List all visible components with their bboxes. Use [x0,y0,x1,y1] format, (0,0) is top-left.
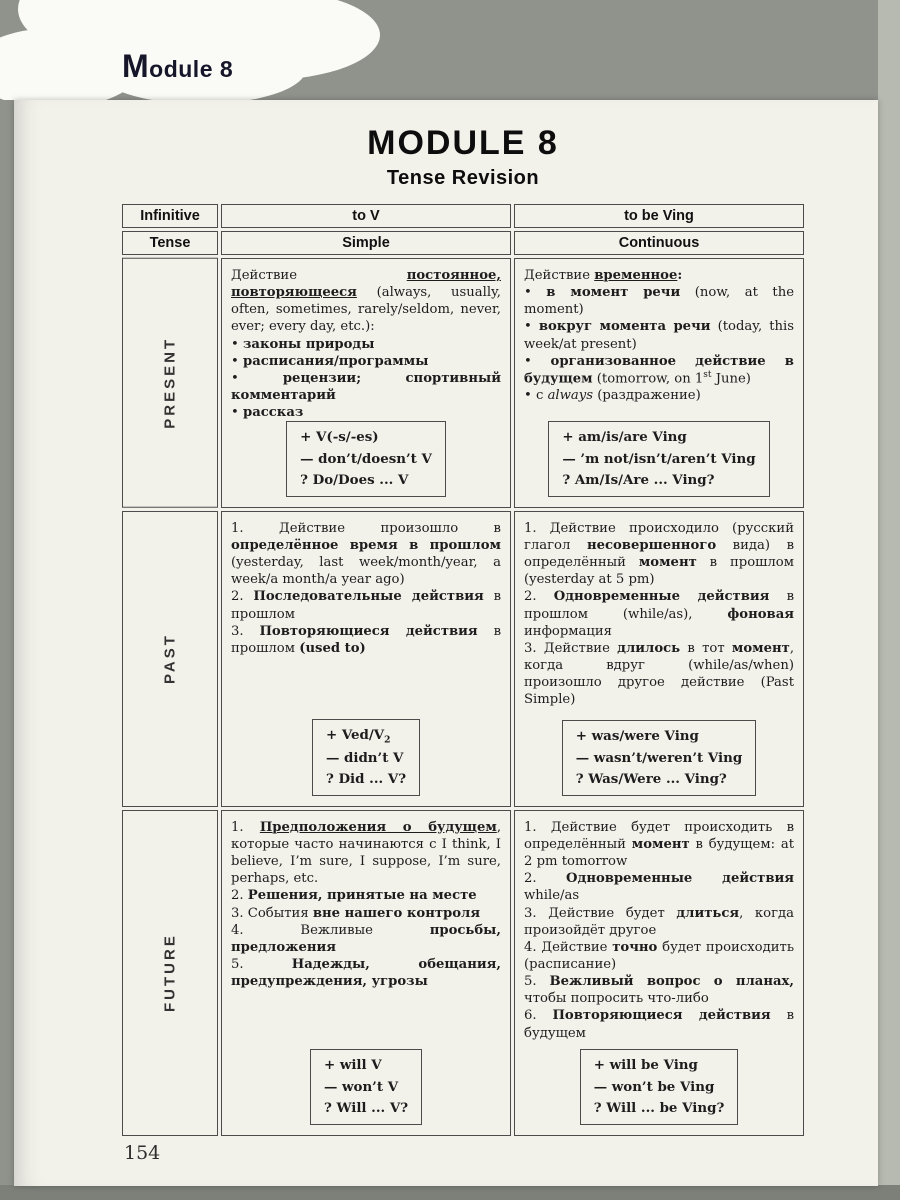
module-tab-label: Module 8 [122,48,234,84]
cell-future-simple [221,810,511,1136]
tense-label-past: PAST [122,511,218,807]
cell-future-continuous [514,810,804,1136]
header-to-be-ving: to be Ving [514,204,804,228]
future-continuous-formula-box: + will be Ving — won’t be Ving ? Will ... be Ving? [580,1049,739,1124]
header-tense: Tense [122,231,218,255]
present-continuous-text: Действие временное: • в момент речи (now, at the moment) • вокруг момента речи (today, this week/at present) • организованное действие в будущем (tomorrow, on 1st June) • с always (раздражение) [524,268,794,404]
header-infinitive: Infinitive [122,204,218,228]
book-page-edge [878,0,900,1200]
tense-label-present: PRESENT [122,258,218,508]
header-continuous: Continuous [514,231,804,255]
past-continuous-text: 1. Действие происходило (русский глагол несовершенного вида) в определённый момент в прошлом (yesterday at 5 pm) 2. Одновременные действия в прошлом (while/as), фоновая информация 3. Действие длилось в тот момент, когда вдруг (while/as/when) произошло другое действие (Past Simple) [524,520,795,708]
tense-label-future: FUTURE [122,810,218,1136]
page-subtitle: Tense Revision [386,167,540,189]
page-number: 154 [124,1142,161,1164]
present-simple-formula-box: + V(-s/-es) — don’t/doesn’t V ? Do/Does ... V [286,421,446,496]
header-simple: Simple [221,231,511,255]
cell-past-continuous [514,511,804,807]
tense-table [122,204,804,1136]
page-title: MODULE 8 [367,124,559,162]
cell-present-simple [221,258,511,508]
title-block [122,124,804,190]
past-simple-text: 1. Действие произошло в определённое время в прошлом (yesterday, last week/month/year, a week/a month/a year ago) 2. Последовательные действия в прошлом 3. Повторяющиеся действия в прошлом (used to) [231,520,502,656]
future-simple-formula-box: + will V — won’t V ? Will ... V? [310,1049,422,1124]
past-continuous-formula-box: + was/were Ving — wasn’t/weren’t Ving ? Was/Were ... Ving? [562,720,756,795]
cell-present-continuous [514,258,804,508]
future-simple-text: 1. Предположения о будущем, которые часто начинаются с I think, I believe, I’m sure, I suppose, I’m sure, perhaps, etc. 2. Решения, принятые на месте 3. События вне нашего контроля 4. Вежливые просьбы, предложения 5. Надежды, обещания, предупреждения, угрозы [231,819,502,990]
book-bottom-edge [0,1185,900,1200]
present-simple-text: Действие постоянное, повторяющееся (always, usually, often, sometimes, rarely/seldom, never, ever; every day, etc.): • законы природы • расписания/программы • рецензии; спортивный комментарий • рассказ [231,268,501,421]
future-continuous-text: 1. Действие будет происходить в определённый момент в будущем: at 2 pm tomorrow 2. Одновременные действия while/as 3. Действие будет длиться, когда произойдёт другое 4. Действие точно будет происходить (расписание) 5. Вежливый вопрос о планах, чтобы попросить что-либо 6. Повторяющиеся действия в будущем [524,819,795,1041]
cell-past-simple [221,511,511,807]
book-page [14,100,878,1186]
header-to-v: to V [221,204,511,228]
present-continuous-formula-box: + am/is/are Ving — ’m not/isn’t/aren’t Ving ? Am/Is/Are ... Ving? [548,421,769,496]
past-simple-formula-box: + Ved/$V_2$ — didn’t V ? Did ... V? [312,719,420,796]
